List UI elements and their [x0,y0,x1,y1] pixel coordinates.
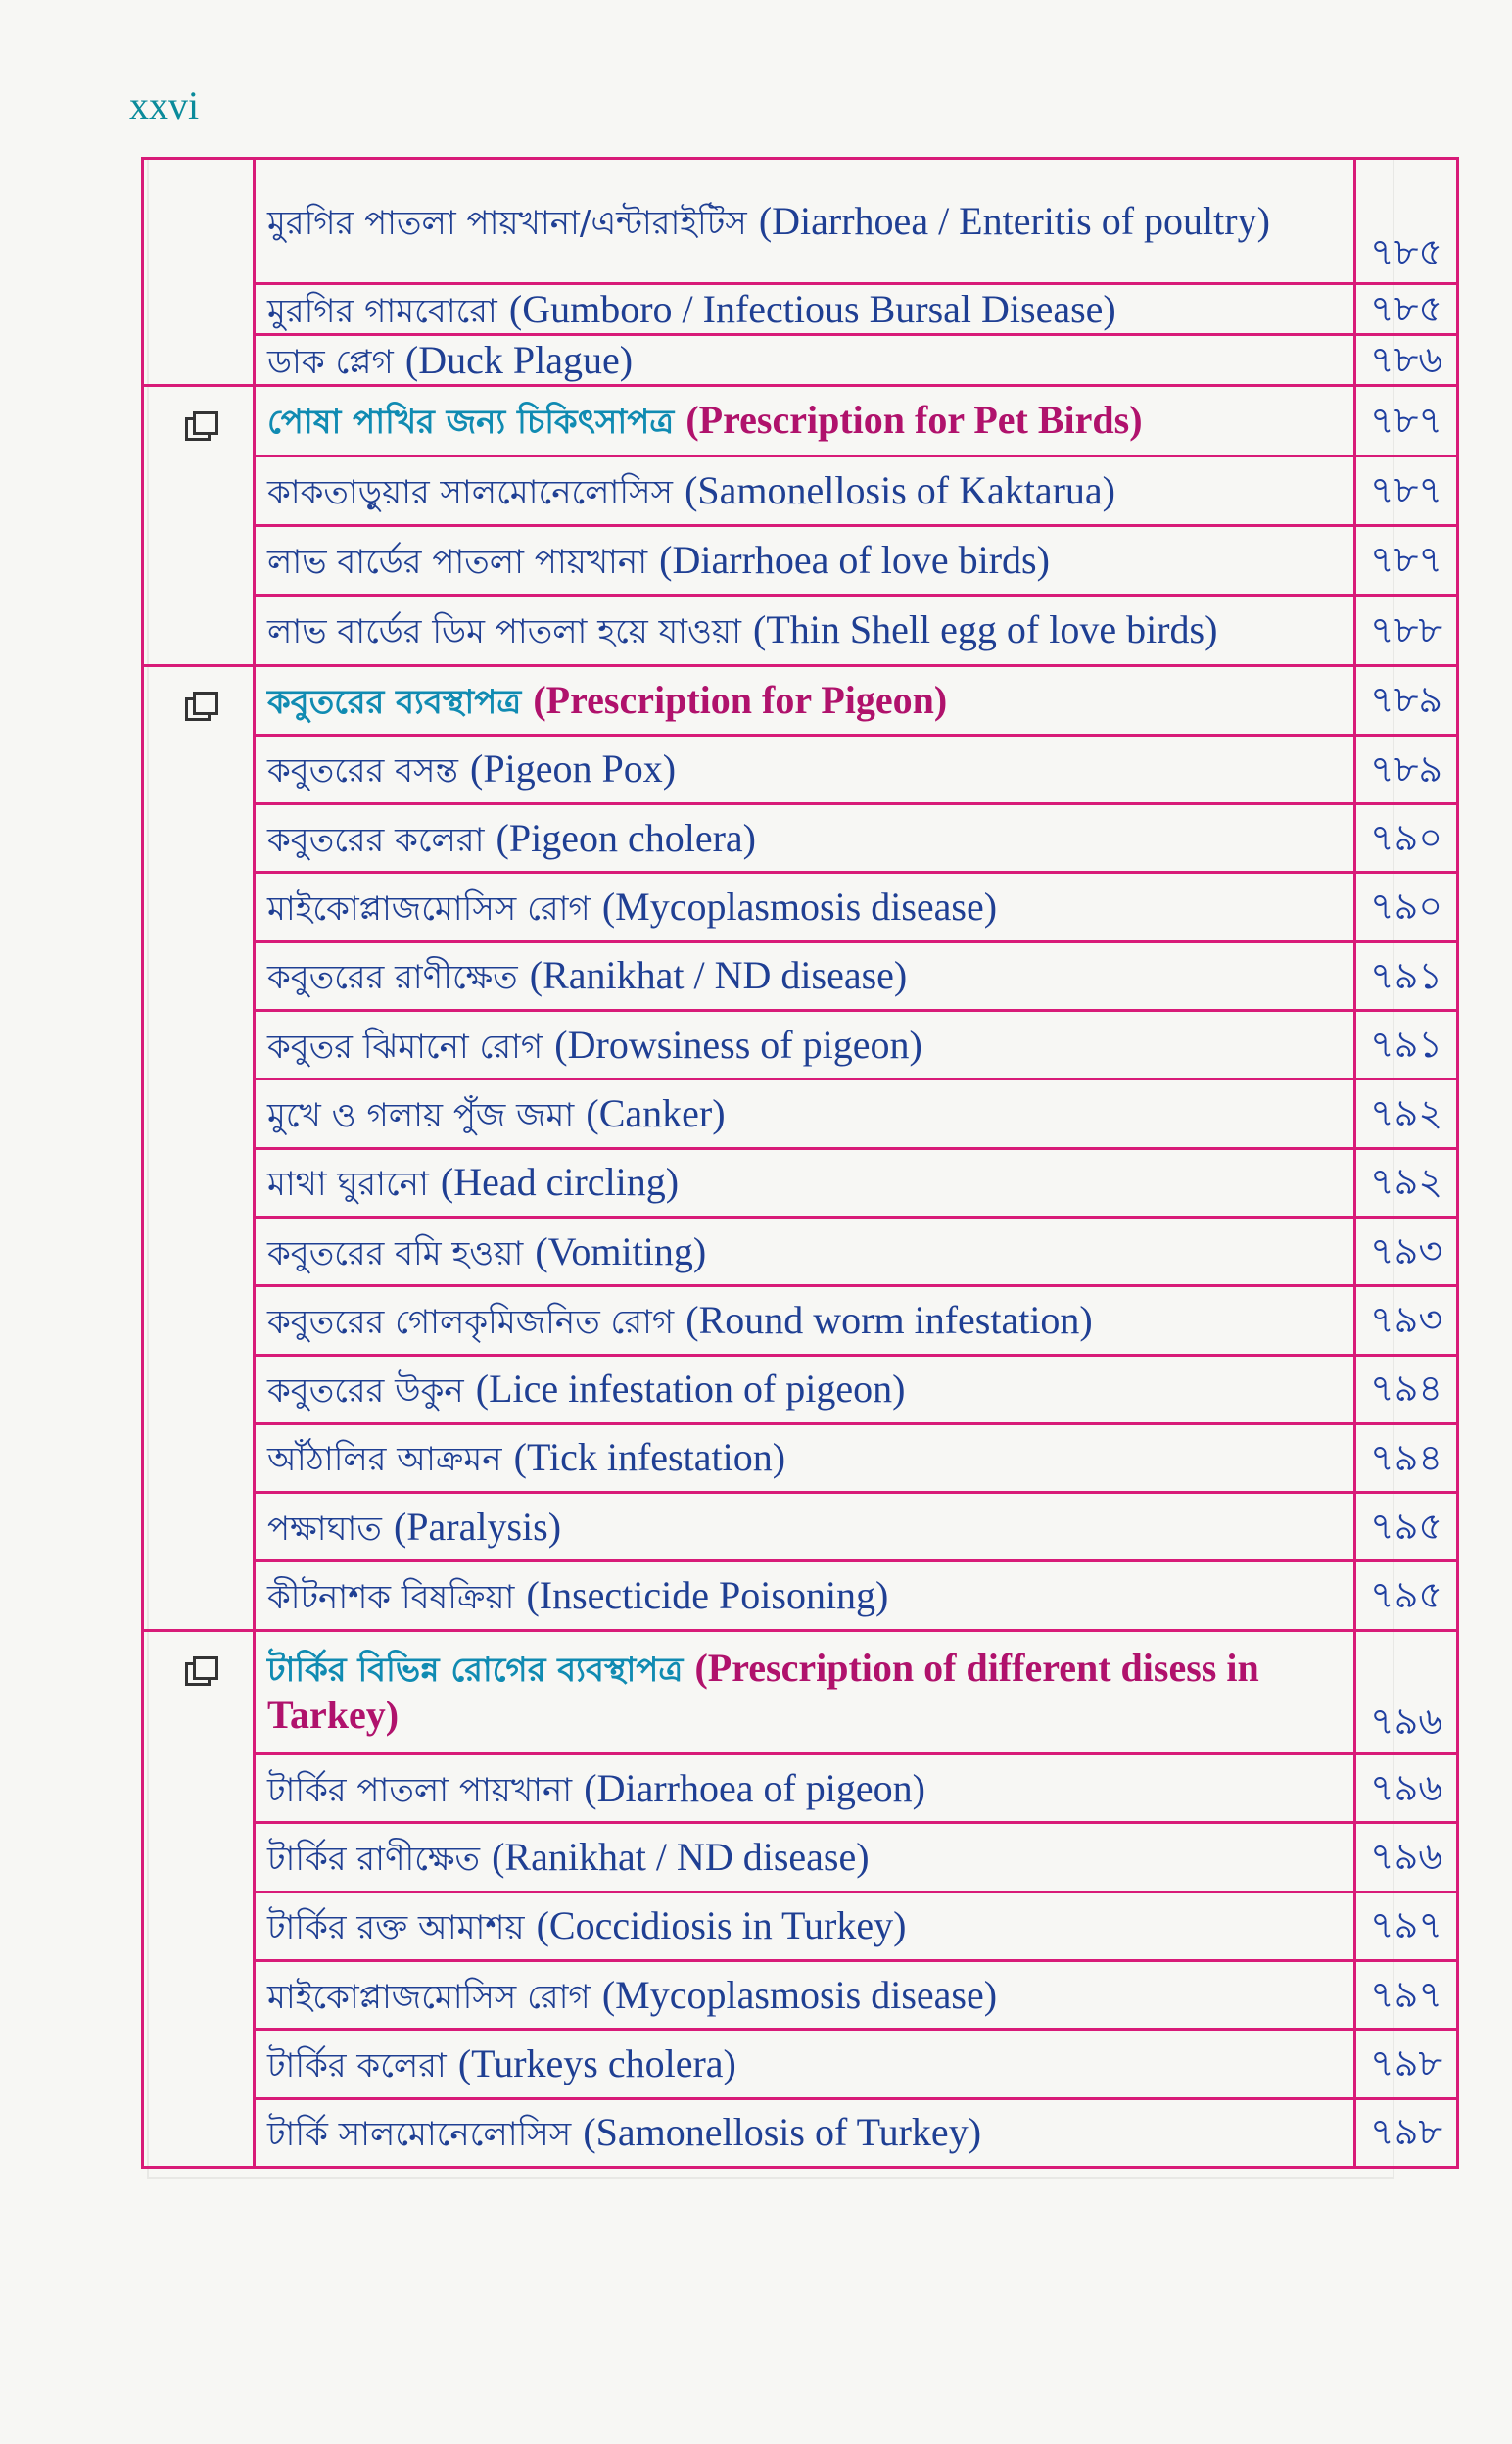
toc-section-heading[interactable] [143,1630,1458,1753]
page-number: xxvi [129,83,200,127]
icon-cell [143,159,255,386]
entry-page: ৭৮৭ [1355,455,1458,525]
entry-title: টার্কির পাতলা পায়খানা (Diarrhoea of pigeon) [255,1754,1355,1823]
entry-title: ডাক প্লেগ (Duck Plague) [255,335,1355,386]
entry-title: মুরগির গামবোরো (Gumboro / Infectious Bursal Disease) [255,284,1355,335]
entry-title: আঁঠালির আক্রমন (Tick infestation) [255,1423,1355,1492]
entry-title: মাথা ঘুরানো (Head circling) [255,1148,1355,1217]
entry-title: পক্ষাঘাত (Paralysis) [255,1493,1355,1561]
copy-icon [185,1656,213,1682]
copy-icon [185,411,213,437]
entry-title: কবুতর ঝিমানো রোগ (Drowsiness of pigeon) [255,1011,1355,1079]
section-title: টার্কির বিভিন্ন রোগের ব্যবস্থাপত্র (Prescription of different disess in Tarkey) [255,1630,1355,1753]
section-page: ৭৮৯ [1355,665,1458,735]
entry-title: কাকতাড়ুয়ার সালমোনেলোসিস (Samonellosis of Kaktarua) [255,455,1355,525]
section-icon-cell [143,1630,255,2167]
entry-title: মাইকোপ্লাজমোসিস রোগ (Mycoplasmosis disease) [255,1960,1355,2029]
section-title: পোষা পাখির জন্য চিকিৎসাপত্র (Prescription for Pet Birds) [255,386,1355,455]
entry-title: কবুতরের উকুন (Lice infestation of pigeon) [255,1355,1355,1423]
toc-row[interactable] [143,1355,1458,1423]
section-title: কবুতরের ব্যবস্থাপত্র (Prescription for Pigeon) [255,665,1355,735]
toc-row[interactable] [143,1148,1458,1217]
entry-page: ৭৯৫ [1355,1493,1458,1561]
entry-title: টার্কি সালমোনেলোসিস (Samonellosis of Turkey) [255,2098,1355,2167]
entry-page: ৭৯২ [1355,1148,1458,1217]
toc-row[interactable] [143,873,1458,941]
toc-row[interactable] [143,1423,1458,1492]
entry-page: ৭৯১ [1355,1011,1458,1079]
entry-title: কবুতরের বমি হওয়া (Vomiting) [255,1217,1355,1285]
entry-title: কবুতরের কলেরা (Pigeon cholera) [255,804,1355,873]
contents-table [141,157,1459,2169]
entry-page: ৭৯১ [1355,941,1458,1010]
toc-row[interactable] [143,1286,1458,1355]
entry-page: ৭৯২ [1355,1079,1458,1148]
entry-page: ৭৯৩ [1355,1217,1458,1285]
toc-row[interactable] [143,1079,1458,1148]
toc-row[interactable] [143,2098,1458,2167]
toc-row[interactable] [143,735,1458,803]
entry-page: ৭৯৭ [1355,1960,1458,2029]
entry-page: ৭৮৯ [1355,735,1458,803]
toc-section-heading[interactable] [143,386,1458,455]
toc-row[interactable] [143,525,1458,595]
entry-page: ৭৮৫ [1355,159,1458,284]
entry-page: ৭৯৮ [1355,2098,1458,2167]
section-icon-cell [143,665,255,1630]
toc-row[interactable] [143,1561,1458,1630]
entry-title: লাভ বার্ডের ডিম পাতলা হয়ে যাওয়া (Thin Shell egg of love birds) [255,596,1355,665]
entry-title: কীটনাশক বিষক্রিয়া (Insecticide Poisoning) [255,1561,1355,1630]
entry-page: ৭৯৬ [1355,1754,1458,1823]
toc-row[interactable] [143,1823,1458,1892]
entry-title: কবুতরের গোলকৃমিজনিত রোগ (Round worm infestation) [255,1286,1355,1355]
entry-page: ৭৯৪ [1355,1423,1458,1492]
entry-page: ৭৮৮ [1355,596,1458,665]
section-icon-cell [143,386,255,665]
entry-title: টার্কির কলেরা (Turkeys cholera) [255,2030,1355,2098]
entry-page: ৭৮৭ [1355,525,1458,595]
toc-row[interactable] [143,159,1458,284]
toc-row[interactable] [143,1754,1458,1823]
toc-row[interactable] [143,596,1458,665]
entry-title: মাইকোপ্লাজমোসিস রোগ (Mycoplasmosis disease) [255,873,1355,941]
toc-row[interactable] [143,455,1458,525]
entry-page: ৭৯৭ [1355,1892,1458,1960]
toc-row[interactable] [143,335,1458,386]
entry-page: ৭৯০ [1355,873,1458,941]
toc-row[interactable] [143,2030,1458,2098]
section-page: ৭৯৬ [1355,1630,1458,1753]
entry-page: ৭৮৫ [1355,284,1458,335]
toc-row[interactable] [143,1892,1458,1960]
section-page: ৭৮৭ [1355,386,1458,455]
entry-title: মুরগির পাতলা পায়খানা/এন্টারাইটিস (Diarrhoea / Enteritis of poultry) [255,159,1355,284]
entry-title: টার্কির রাণীক্ষেত (Ranikhat / ND disease) [255,1823,1355,1892]
toc-row[interactable] [143,804,1458,873]
toc-row[interactable] [143,1011,1458,1079]
entry-page: ৭৯৪ [1355,1355,1458,1423]
entry-page: ৭৯০ [1355,804,1458,873]
entry-page: ৭৯৬ [1355,1823,1458,1892]
toc-row[interactable] [143,1217,1458,1285]
entry-page: ৭৮৬ [1355,335,1458,386]
entry-title: কবুতরের বসন্ত (Pigeon Pox) [255,735,1355,803]
entry-title: টার্কির রক্ত আমাশয় (Coccidiosis in Turkey) [255,1892,1355,1960]
toc-row[interactable] [143,1493,1458,1561]
entry-page: ৭৯৮ [1355,2030,1458,2098]
entry-title: মুখে ও গলায় পুঁজ জমা (Canker) [255,1079,1355,1148]
entry-title: লাভ বার্ডের পাতলা পায়খানা (Diarrhoea of love birds) [255,525,1355,595]
toc-row[interactable] [143,284,1458,335]
toc-section-heading[interactable] [143,665,1458,735]
entry-page: ৭৯৩ [1355,1286,1458,1355]
entry-title: কবুতরের রাণীক্ষেত (Ranikhat / ND disease) [255,941,1355,1010]
entry-page: ৭৯৫ [1355,1561,1458,1630]
toc-row[interactable] [143,1960,1458,2029]
copy-icon [185,692,213,717]
toc-row[interactable] [143,941,1458,1010]
